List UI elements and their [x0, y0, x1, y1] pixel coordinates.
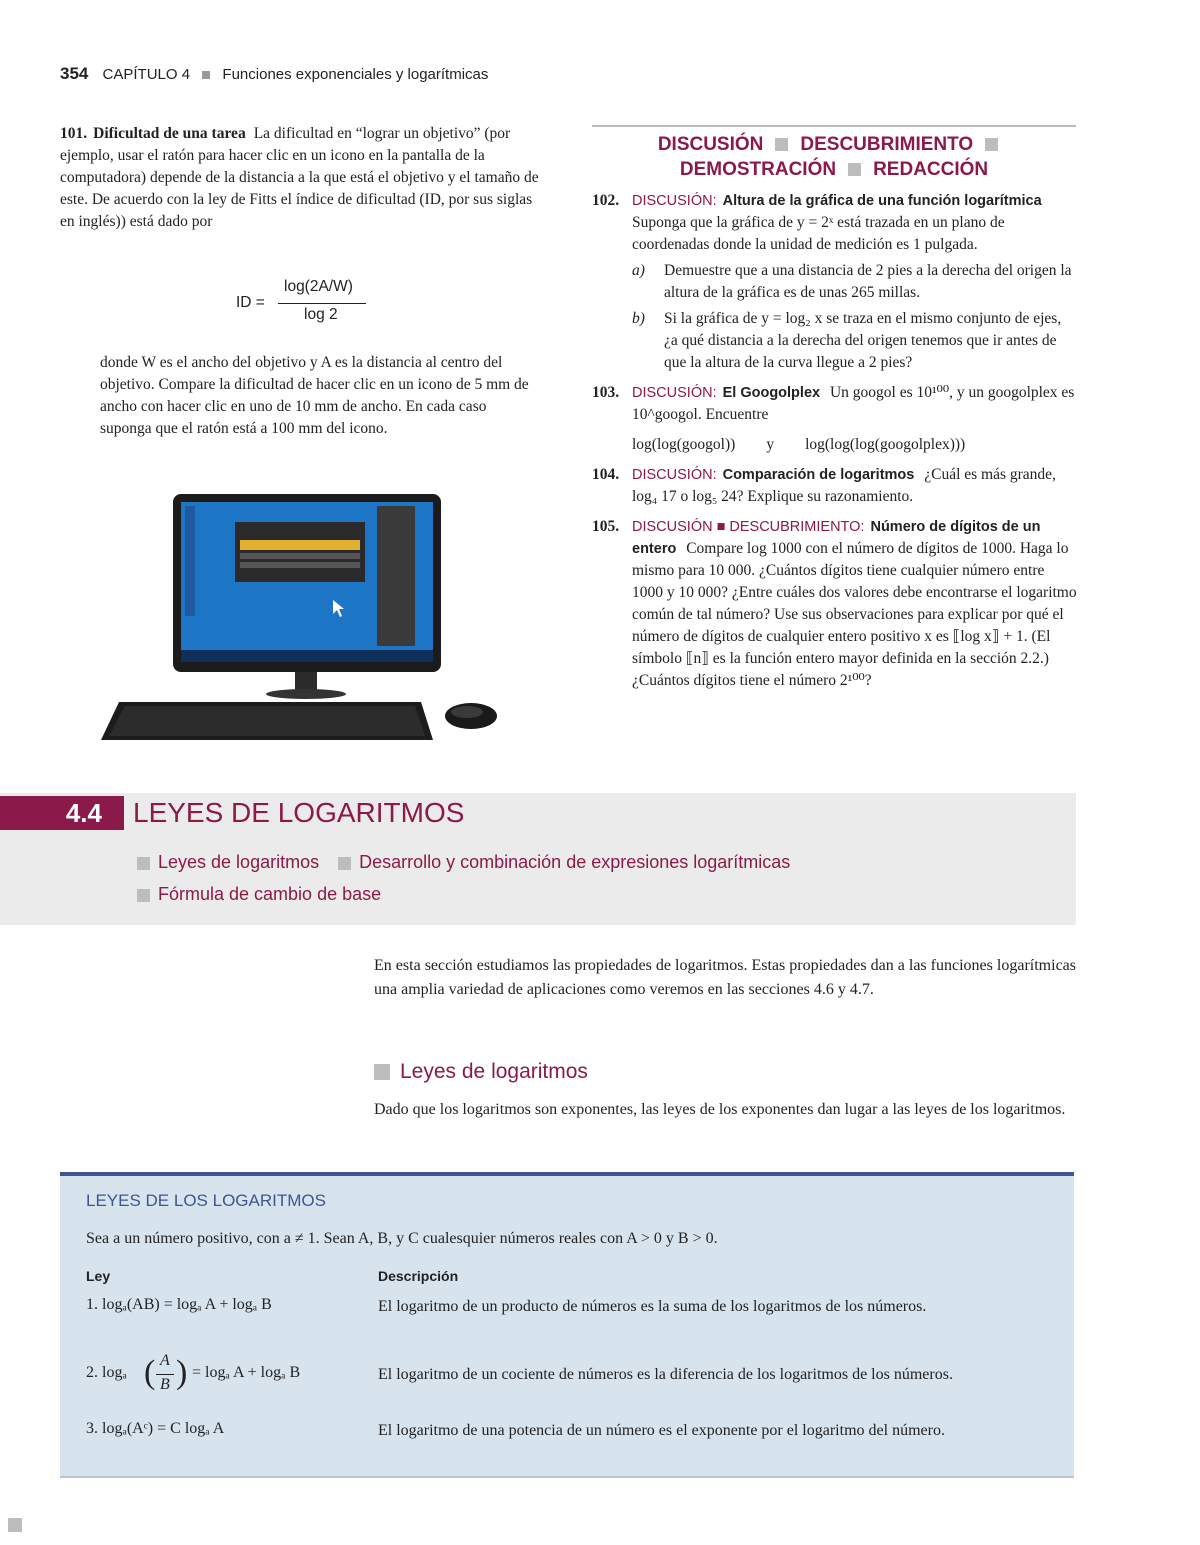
exercise-label: DISCUSIÓN: — [632, 467, 717, 483]
side-panel — [377, 506, 415, 646]
left-paren: ( — [144, 1354, 156, 1391]
formula-lhs: ID = — [236, 294, 265, 311]
section-number-text: 4.4 — [65, 798, 102, 828]
exercise-101-continued: donde W es el ancho del objetivo y A es la distancia al centro del objetivo. Compare la dificultad de hacer clic en un icono de 5 mm de ancho con hacer clic en uno de 10 mm de ancho. En cada caso suponga que el ratón está a 100 mm del icono. — [100, 354, 529, 437]
exercise-101 — [60, 123, 548, 233]
exercise-number: 104. — [592, 466, 620, 483]
subsection-title: Leyes de logaritmos — [400, 1060, 588, 1083]
exercise-103 — [592, 382, 1078, 456]
exercise-text: La dificultad en “lograr un objetivo” (por ejemplo, usar el ratón para hacer clic en un icono en la pantalla de la computadora) depende de la distancia a la que está el objetivo y el tamaño de este. De acuerdo con la ley de Fitts el índice de dificultad (ID, por sus siglas en inglés)) está dado por — [60, 125, 539, 230]
exercise-title: Altura de la gráfica de una función logarítmica — [722, 193, 1042, 209]
exercise-text: ¿Cuál es más grande, log₄ 17 o log₅ 24? Explique su razonamiento. — [632, 466, 1056, 505]
proof-word: DEMOSTRACIÓN — [679, 159, 837, 180]
part-label: a) — [632, 262, 645, 279]
exercise-number: 102. — [592, 192, 620, 209]
part-label: b) — [632, 310, 645, 327]
exercise-102 — [592, 190, 1078, 374]
topic-expanding: Desarrollo y combinación de expresiones logarítmicas — [359, 852, 791, 872]
exercise-105 — [592, 516, 1078, 692]
law-2-prefix: 2. logₐ — [86, 1364, 127, 1381]
exercise-number: 101. — [60, 125, 88, 142]
part-text: Demuestre que a una distancia de 2 pies a la derecha del origen la altura de la gráfica es de unas 265 millas. — [664, 262, 1072, 301]
computer-illustration — [95, 490, 515, 750]
discussion-exercises — [592, 190, 1078, 700]
laws-box-title: LEYES DE LOS LOGARITMOS — [86, 1191, 326, 1210]
googol-expression: log(log(googol)) y log(log(log(googolplex))) — [632, 436, 966, 453]
exercise-number: 105. — [592, 518, 620, 535]
gray-square-icon — [338, 857, 351, 870]
subsection-heading — [374, 1060, 588, 1084]
discussion-header — [592, 132, 1076, 182]
app-window — [235, 522, 365, 582]
footer-square-icon — [8, 1518, 22, 1532]
exercise-text: Un googol es 10¹⁰⁰, y un googolplex es 10^googol. Encuentre — [632, 384, 1075, 423]
gray-square-icon — [137, 889, 150, 902]
exercise-104 — [592, 464, 1078, 508]
part-text: Si la gráfica de y = log₂ x se traza en el mismo conjunto de ejes, ¿a qué distancia a la derecha del origen tenemos que ir antes de que la altura de la curva llegue a 2 pies? — [664, 310, 1062, 371]
page-number: 354 — [60, 64, 89, 83]
exercise-label: DISCUSIÓN: — [632, 385, 717, 401]
law-2-denominator: B — [160, 1376, 170, 1393]
law-2-rhs: = logₐ A + logₐ B — [192, 1364, 301, 1381]
fitts-formula — [232, 278, 392, 332]
law-1-description: El logaritmo de un producto de números es la suma de los logaritmos de los números. — [378, 1298, 927, 1315]
discovery-word: DESCUBRIMIENTO — [800, 134, 974, 155]
formula-numerator: log(2A/W) — [284, 278, 353, 295]
law-3-description: El logaritmo de una potencia de un número es el exponente por el logaritmo del número. — [378, 1422, 945, 1439]
law-2-formula — [86, 1352, 366, 1402]
right-paren: ) — [176, 1354, 188, 1391]
monitor-stand — [295, 672, 317, 690]
exercise-label: DISCUSIÓN ■ DESCUBRIMIENTO: — [632, 519, 865, 535]
gray-square-icon — [137, 857, 150, 870]
running-head — [60, 64, 488, 84]
gray-square-icon — [985, 138, 998, 151]
column-header-law: Ley — [86, 1268, 111, 1284]
separator-square-icon — [202, 71, 210, 79]
discussion-word: DISCUSIÓN — [657, 134, 764, 155]
law-1-formula: 1. logₐ(AB) = logₐ A + logₐ B — [86, 1296, 272, 1313]
formula-denominator: log 2 — [304, 306, 338, 323]
gray-square-icon — [848, 163, 861, 176]
writing-word: REDACCIÓN — [873, 159, 989, 180]
law-2-description: El logaritmo de un cociente de números es la diferencia de los logaritmos de los números. — [378, 1366, 953, 1383]
gray-square-icon — [374, 1064, 390, 1080]
exercise-label: DISCUSIÓN: — [632, 193, 717, 209]
subsection-text: Dado que los logaritmos son exponentes, las leyes de los exponentes dan lugar a las leyes de los logaritmos. — [374, 1101, 1066, 1118]
exercise-title: Comparación de logaritmos — [722, 467, 915, 483]
law-2-fraction-bar — [156, 1374, 174, 1375]
exercise-number: 103. — [592, 384, 620, 401]
chapter-label: CAPÍTULO 4 — [102, 66, 191, 83]
exercise-part-a — [632, 260, 1078, 304]
laws-box-intro: Sea a un número positivo, con a ≠ 1. Sean A, B, y C cualesquier números reales con A > 0 y B > 0. — [86, 1230, 718, 1247]
exercise-text: Compare log 1000 con el número de dígitos de 1000. Haga lo mismo para 10 000. ¿Cuántos dígitos tiene cualquier número entre 1000 y 10 000? ¿Entre cuáles dos valores debe encontrarse el logaritmo común de tal número? Use sus observaciones para explicar por qué el número de dígitos de cualquier entero positivo x es ⟦log x⟧ + 1. (El símbolo ⟦n⟧ es la función entero mayor definida en la sección 2.2.) ¿Cuántos dígitos tiene el número 2¹⁰⁰? — [632, 540, 1077, 689]
section-title: LEYES DE LOGARITMOS — [133, 797, 465, 828]
taskbar — [181, 650, 433, 662]
exercise-title: El Googolplex — [722, 385, 821, 401]
fraction-bar — [278, 303, 366, 304]
exercise-title: Dificultad de una tarea — [93, 125, 246, 142]
column-header-description: Descripción — [378, 1268, 459, 1284]
section-intro: En esta sección estudiamos las propiedades de logaritmos. Estas propiedades dan a las funciones logarítmicas una amplia variedad de aplicaciones como veremos en las secciones 4.6 y 4.7. — [374, 957, 1076, 998]
discussion-rule — [592, 125, 1076, 127]
topic-change-of-base: Fórmula de cambio de base — [158, 884, 382, 904]
law-3-formula: 3. logₐ(Aᶜ) = C logₐ A — [86, 1420, 225, 1437]
exercise-text: Suponga que la gráfica de y = 2ˣ está trazada en un plano de coordenadas donde la unidad de medición es 1 pulgada. — [632, 214, 1005, 253]
law-2-numerator: A — [160, 1352, 170, 1369]
gray-square-icon — [775, 138, 788, 151]
section-number — [0, 796, 124, 830]
topic-laws: Leyes de logaritmos — [158, 852, 320, 872]
section-topics — [137, 846, 1067, 910]
exercise-part-b — [632, 308, 1078, 374]
chapter-title: Funciones exponenciales y logarítmicas — [222, 66, 489, 83]
exercise-title: Número de dígitos de un entero — [632, 519, 1041, 557]
